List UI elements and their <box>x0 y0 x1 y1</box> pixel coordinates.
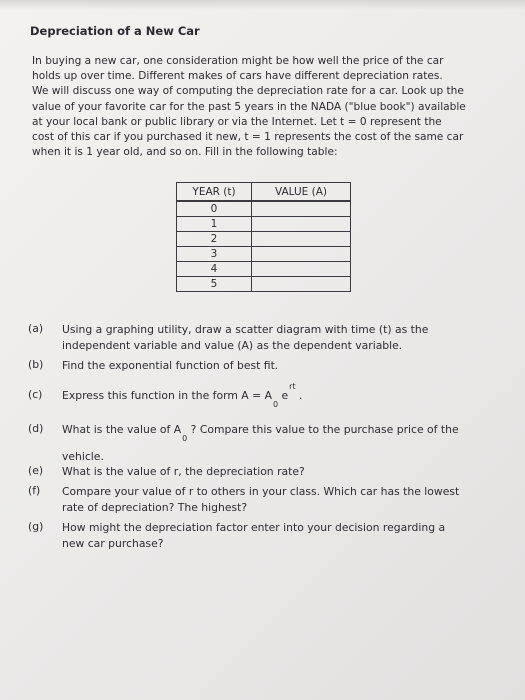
question-text: What is the value of A <box>62 423 182 436</box>
table-row <box>177 262 351 277</box>
intro-line: We will discuss one way of computing the depreciation rate for a car. Look up the <box>32 85 464 98</box>
intro-line: cost of this car if you purchased it new, t = 1 represents the cost of the same car <box>32 131 464 144</box>
year-cell: 2 <box>177 232 252 247</box>
year-cell: 4 <box>177 262 252 277</box>
year-cell: 3 <box>177 247 252 262</box>
table-header-row <box>177 183 351 202</box>
worksheet-title: Depreciation of a New Car <box>30 24 200 38</box>
question-text-line: rate of depreciation? The highest? <box>62 500 248 514</box>
intro-line: when it is 1 year old, and so on. Fill in the following table: <box>32 146 338 159</box>
question-text-line: Find the exponential function of best fit. <box>62 359 279 372</box>
table-row <box>177 277 351 292</box>
table-row <box>177 217 351 232</box>
table-row <box>177 247 351 262</box>
question-text-line: Using a graphing utility, draw a scatter diagram with time (t) as the <box>62 323 429 336</box>
question-label: (b) <box>28 358 44 371</box>
intro-line: value of your favorite car for the past 5 years in the NADA ("blue book") available <box>32 100 466 113</box>
question-text-line: new car purchase? <box>62 536 164 550</box>
exponential-base: e <box>278 389 289 402</box>
question-text-line: How might the depreciation factor enter into your decision regarding a <box>62 521 446 534</box>
question-text-line: Compare your value of r to others in your class. Which car has the lowest <box>62 485 460 498</box>
year-column-header: YEAR (t) <box>177 183 252 202</box>
year-cell: 1 <box>177 217 252 232</box>
subscript-zero: 0 <box>182 434 188 443</box>
year-cell: 0 <box>177 201 252 217</box>
value-cell <box>252 201 351 217</box>
question-label: (c) <box>28 388 43 401</box>
table-row <box>177 201 351 217</box>
question-text-cont: ? Compare this value to the purchase price of the <box>187 423 459 436</box>
intro-line: at your local bank or public library or via the Internet. Let t = 0 represent the <box>32 115 442 128</box>
subscript-zero: 0 <box>272 400 279 409</box>
question-label: (e) <box>28 464 44 477</box>
year-cell: 5 <box>177 277 252 292</box>
question-label: (g) <box>28 520 44 533</box>
question-text-line: vehicle. <box>62 449 104 463</box>
question-text-line: independent variable and value (A) as the dependent variable. <box>62 338 403 352</box>
page-top-edge <box>0 0 525 10</box>
question-end: . <box>295 389 303 402</box>
question-text: Express this function in the form A = A <box>62 389 272 402</box>
question-label: (d) <box>28 422 44 435</box>
value-cell <box>252 247 351 262</box>
intro-paragraph <box>32 54 517 160</box>
question-label: (a) <box>28 322 44 335</box>
depreciation-table <box>176 182 351 292</box>
value-cell <box>252 217 351 232</box>
value-cell <box>252 277 351 292</box>
value-cell <box>252 232 351 247</box>
value-cell <box>252 262 351 277</box>
exponent-rt: rt <box>289 382 296 391</box>
intro-line: In buying a new car, one consideration might be how well the price of the car <box>32 55 444 67</box>
question-text-line: What is the value of r, the depreciation rate? <box>62 465 305 478</box>
question-label: (f) <box>28 484 41 497</box>
intro-line: holds up over time. Different makes of cars have different depreciation rates. <box>32 70 443 83</box>
table-row <box>177 232 351 247</box>
value-column-header: VALUE (A) <box>252 183 351 202</box>
